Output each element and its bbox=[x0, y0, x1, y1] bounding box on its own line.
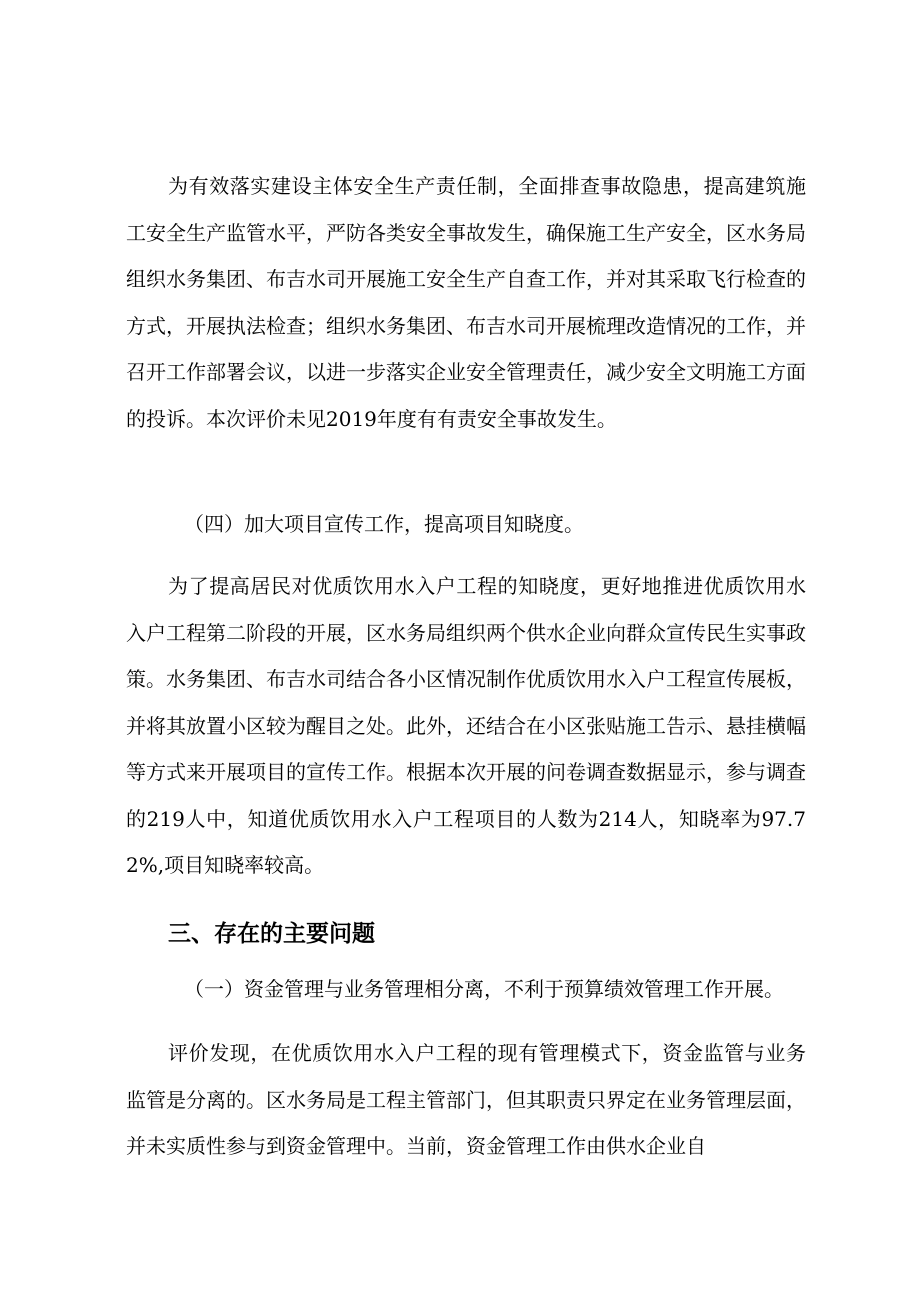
paragraph-safety-management: 为有效落实建设主体安全生产责任制，全面排查事故隐患，提高建筑施工安全生产监管水平，严防各类安全事故发生，确保施工生产安全，区水务局组织水务集团、布吉水司开展施工安全生产自查工作，并对其采取飞行检查的方式，开展执法检查；组织水务集团、布吉水司开展梳理改造情况的工作，并召开工作部署会议，以进一步落实企业安全管理责任，减少安全文明施工方面的投诉。本次评价未见2019年度有有责安全事故发生。 bbox=[126, 174, 806, 431]
paragraph-publicity-work: 为了提高居民对优质饮用水入户工程的知晓度，更好地推进优质饮用水入户工程第二阶段的开展，区水务局组织两个供水企业向群众宣传民生实事政策。水务集团、布吉水司结合各小区情况制作优质饮用水入户工程宣传展板，并将其放置小区较为醒目之处。此外，还结合在小区张贴施工告示、悬挂横幅等方式来开展项目的宣传工作。根据本次开展的问卷调查数据显示，参与调查的219人中，知道优质饮用水入户工程项目的人数为214人，知晓率为97.72%,项目知晓率较高。 bbox=[126, 574, 806, 877]
paragraph-evaluation-findings: 评价发现，在优质饮用水入户工程的现有管理模式下，资金监管与业务监管是分离的。区水务局是工程主管部门，但其职责只界定在业务管理层面，并未实质性参与到资金管理中。当前，资金管理工作由供水企业自 bbox=[126, 1041, 806, 1158]
subheading-fund-management: （一）资金管理与业务管理相分离，不利于预算绩效管理工作开展。 bbox=[184, 977, 784, 1001]
subheading-publicity: （四）加大项目宣传工作，提高项目知晓度。 bbox=[184, 512, 584, 536]
section-heading-main-problems: 三、存在的主要问题 bbox=[168, 921, 375, 947]
